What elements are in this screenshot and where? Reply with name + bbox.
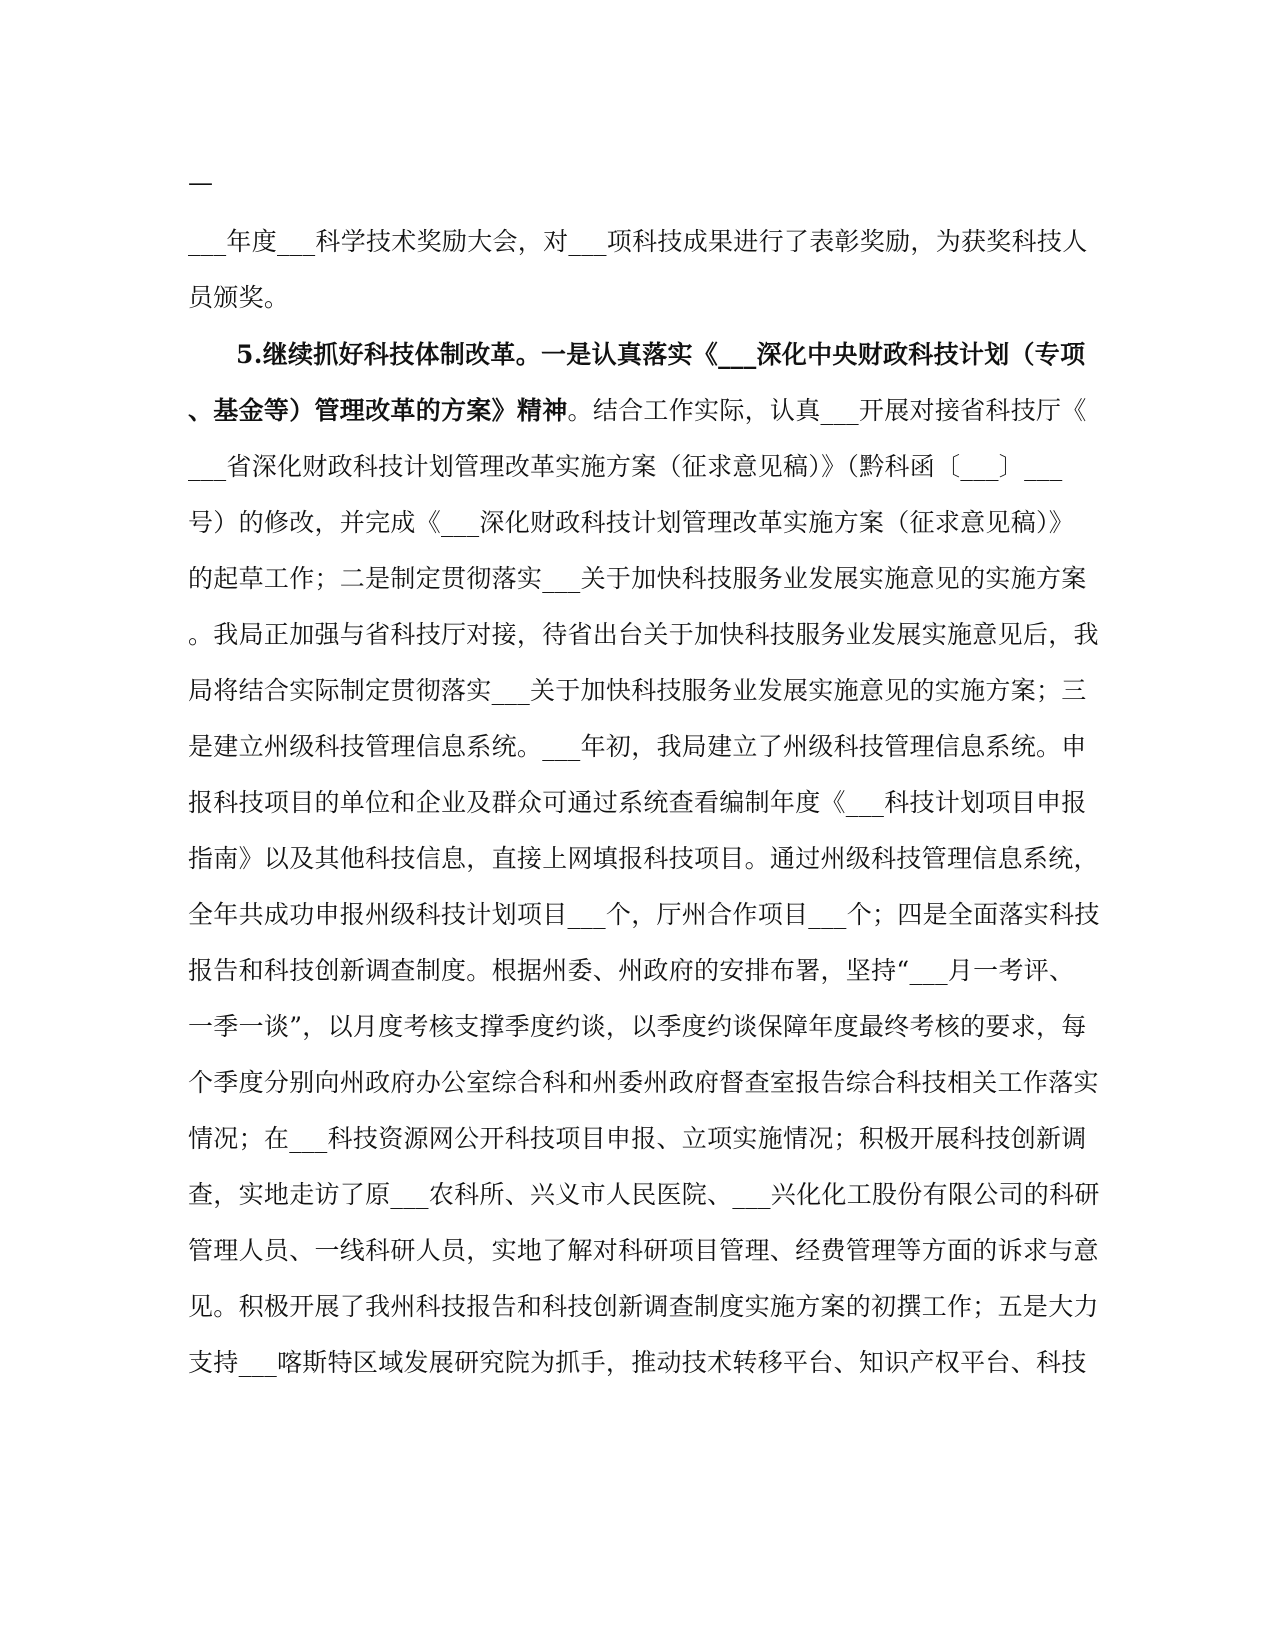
section-heading-continuation: 、基金等）管理改革的方案》精神 bbox=[188, 396, 568, 425]
text-line: ___年度___科学技术奖励大会，对___项科技成果进行了表彰奖励，为获奖科技人 bbox=[188, 227, 1088, 256]
text-line: 支持___喀斯特区域发展研究院为抓手，推动技术转移平台、知识产权平台、科技 bbox=[188, 1348, 1087, 1377]
text-line: 情况；在___科技资源网公开科技项目申报、立项实施情况；积极开展科技创新调 bbox=[188, 1124, 1087, 1153]
text-line: 全年共成功申报州级科技计划项目___个，厅州合作项目___个；四是全面落实科技 bbox=[188, 900, 1100, 929]
text-line: 报告和科技创新调查制度。根据州委、州政府的安排布署，坚持“___月一考评、 bbox=[188, 956, 1075, 985]
text-line: 见。积极开展了我州科技报告和科技创新调查制度实施方案的初撰工作；五是大力 bbox=[188, 1292, 1099, 1321]
text-line: ___省深化财政科技计划管理改革实施方案（征求意见稿）》（黔科函〔___〕___ bbox=[188, 452, 1063, 481]
text-line: 的起草工作；二是制定贯彻落实___关于加快科技服务业发展实施意见的实施方案 bbox=[188, 564, 1087, 593]
text-line: 是建立州级科技管理信息系统。___年初，我局建立了州级科技管理信息系统。申 bbox=[188, 732, 1087, 761]
section-heading-line: 5.继续抓好科技体制改革。一是认真落实《___深化中央财政科技计划（专项 bbox=[236, 340, 1086, 369]
text-segment: 。结合工作实际，认真___开展对接省科技厅《 bbox=[567, 396, 1087, 425]
text-line: 局将结合实际制定贯彻落实___关于加快科技服务业发展实施意见的实施方案；三 bbox=[188, 676, 1087, 705]
text-line: 一季一谈”，以月度考核支撑季度约谈，以季度约谈保障年度最终考核的要求，每 bbox=[188, 1012, 1087, 1041]
paragraph-line-mixed bbox=[188, 396, 1087, 426]
text-line: 指南》以及其他科技信息，直接上网填报科技项目。通过州级科技管理信息系统， bbox=[188, 844, 1099, 873]
text-line: — bbox=[188, 168, 214, 197]
text-line: 。我局正加强与省科技厅对接，待省出台关于加快科技服务业发展实施意见后，我 bbox=[188, 620, 1099, 649]
text-line: 管理人员、一线科研人员，实地了解对科研项目管理、经费管理等方面的诉求与意 bbox=[188, 1236, 1099, 1265]
text-line: 个季度分别向州政府办公室综合科和州委州政府督查室报告综合科技相关工作落实 bbox=[188, 1068, 1099, 1097]
text-line: 员颁奖。 bbox=[188, 283, 290, 312]
text-line: 报科技项目的单位和企业及群众可通过系统查看编制年度《___科技计划项目申报 bbox=[188, 788, 1087, 817]
text-line: 号）的修改，并完成《___深化财政科技计划管理改革实施方案（征求意见稿）》 bbox=[188, 508, 1075, 537]
text-line: 查，实地走访了原___农科所、兴义市人民医院、___兴化化工股份有限公司的科研 bbox=[188, 1180, 1100, 1209]
